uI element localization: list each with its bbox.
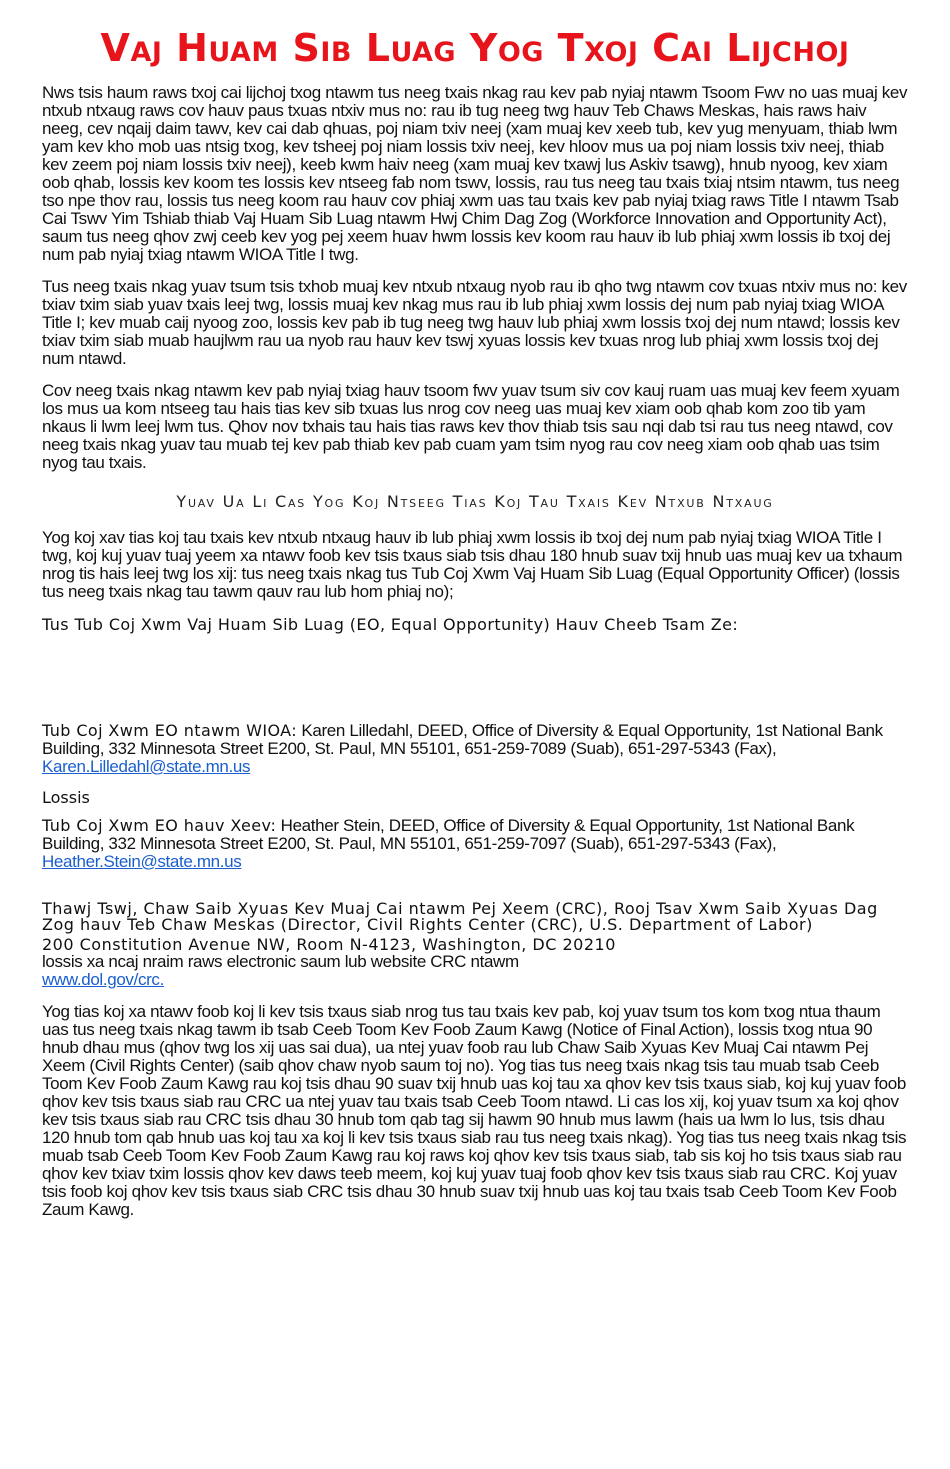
section-heading: Yuav Ua Li Cas Yog Koj Ntseeg Tias Koj Tau Txais Kev Ntxub Ntxaug: [176, 491, 774, 511]
intro-paragraph-2: Tus neeg txais nkag yuav tsum tsis txhob muaj kev ntxub ntxaug nyob rau ib qho twg ntawm cov txuas ntxiv mus no: kev txiav txim siab yuav txais leej twg, lossis muaj kev nkag mus rau ib lub phiaj xwm lossis dej num pab nyiaj txiag WIOA Title I; kev muab caij nyoog zoo, lossis kev pab ib tug neeg twg hauv lub phiaj xwm lossis txoj dej num ntawd; lossis kev txiav txim siab muab haujlwm rau ua nyob rau hauv kev tswj xyuas lossis kev txuas nrog lub phiaj xwm lossis txoj dej num ntawd.: [42, 276, 907, 368]
complaint-paragraph: Yog koj xav tias koj tau txais kev ntxub ntxaug hauv ib lub phiaj xwm lossis ib txoj dej num pab nyiaj txiag WIOA Title I twg, koj kuj yuav tuaj yeem xa ntawv foob kev tsis txaus siab tsis dhau 180 hnub suav txij hnub uas muaj kev ua txhaum nrog tis hais leej twg los xij: tus neeg txais nkag tus Tub Coj Xwm Vaj Huam Sib Luag (Equal Opportunity Officer) (lossis tus neeg txais nkag tau tawm qauv rau lub hom phiaj no);: [42, 527, 903, 601]
officer-state-details: Heather Stein, DEED, Office of Diversity & Equal Opportunity, 1st National Bank Building, 332 Minnesota Street E200, St. Paul, MN 55101, 651-259-7097 (Suab), 651-297-5343 (Fax),: [42, 815, 855, 853]
intro-paragraph-1: Nws tsis haum raws txoj cai lijchoj txog ntawm tus neeg txais nkag rau kev pab nyiaj ntawm Tsoom Fwv no uas muaj kev ntxub ntxaug raws cov hauv paus txuas ntxiv mus no: rau ib tug neeg twg hauv Teb Chaws Meskas, hais raws haiv neeg, cev nqaij daim tawv, kev cai dab qhuas, poj niam txiv neej (xam muaj kev xeeb tub, kev yug menyuam, thiab lwm yam kev kho mob uas ntsig txog, kev tsheej poj niam lossis txiv neej, kev hloov mus ua poj niam lossis txiv neej, thiab kev zeem poj niam lossis txiv neej), keeb kwm haiv neeg (xam muaj kev txawj lus Askiv tsawg), hnub nyoog, kev xiam oob qhab, lossis kev koom tes lossis kev ntseeg fab nom tswv, lossis, rau tus neeg tau txais txiaj ntsim ntawm, tus neeg tso npe thov rau, lossis tus neeg koom rau hauv cov phiaj xwm uas tau txais kev pab nyiaj txiag raws Title I ntawm Tsab Cai Tswv Yim Tshiab thiab Vaj Huam Sib Luag ntawm Hwj Chim Dag Zog (Workforce Innovation and Opportunity Act), saum tus neeg qhov zwj ceeb kev yog pej xeem huav hwm lossis kev koom rau hauv ib lub phiaj xwm lossis ib txoj dej num pab nyiaj txiag ntawm WIOA Title I twg.: [42, 82, 908, 264]
final-paragraph: Yog tias koj xa ntawv foob koj li kev tsis txaus siab nrog tus tau txais kev pab, koj yuav tsum tos kom txog ntua thaum uas tus neeg txais nkag tawm ib tsab Ceeb Toom Kev Foob Zaum Kawg (Notice of Final Action), lossis txog ntua 90 hnub dhau mus (qhov twg los xij uas sai dua), ua ntej yuav foob rau lub Chaw Saib Xyuas Kev Muaj Cai ntawm Pej Xeem (Civil Rights Center) (saib qhov chaw nyob saum toj no). Yog tias tus neeg txais nkag tsis tau muab tsab Ceeb Toom Kev Foob Zaum Kawg rau koj tsis dhau 90 suav txij hnub uas koj tau xa qhov kev tsis txaus siab, koj kuj yuav foob qhov kev tsis txaus siab rau CRC ua ntej yuav tau txais tsab Ceeb Toom ntawd. Li cas los xij, koj yuav tsum xa koj qhov kev tsis txaus siab rau CRC tsis dhau 30 hnub tom qab tag sij hawm 90 hnub mus lawm (hais ua lwm lo lus, tsis dhau 120 hnub tom qab hnub uas koj tau xa koj li kev tsis txaus siab rau tus neeg txais nkag). Yog tias tus neeg txais nkag tsis muab tsab Ceeb Toom Kev Foob Zaum Kawg rau koj raws koj qhov kev tsis txaus siab, tab sis koj ho tsis txaus siab rau qhov kev txiav txim lossis qhov kev daws teeb meem, koj kuj yuav tuaj foob qhov kev tsis txaus siab rau CRC. Koj yuav tsis foob koj qhov kev tsis txaus siab CRC tsis dhau 30 hnub suav txij hnub uas koj tau txais tsab Ceeb Toom Kev Foob Zaum Kawg.: [42, 1001, 907, 1219]
officer-wioa: [42, 722, 908, 776]
page-title: Vaj Huam Sib Luag Yog Txoj Cai Lijchoj: [100, 26, 850, 70]
intro-paragraph-3: Cov neeg txais nkag ntawm kev pab nyiaj txiag hauv tsoom fwv yuav tsum siv cov kauj ruam uas muaj kev feem xyuam los mus ua kom ntseeg tau hais tias kev sib txuas lus nrog cov neeg uas muaj kev xiam oob qhab kom zoo tib yam nkaus li lwm leej lwm tus. Qhov nov txhais tau hais tias raws kev thov thiab tsis sau nqi dab tsi rau tus neeg ntawd, cov neeg txais nkag yuav tau muab tej kev pab thiab kev pab cuam yam tsim nyog rau cov neeg xiam oob qhab uas tsim nyog tau txais.: [42, 380, 900, 472]
eo-officer-heading: Tus Tub Coj Xwm Vaj Huam Sib Luag (EO, Equal Opportunity) Hauv Cheeb Tsam Ze:: [42, 614, 739, 634]
officer-wioa-details: Karen Lilledahl, DEED, Office of Diversity & Equal Opportunity, 1st National Bank Building, 332 Minnesota Street E200, St. Paul, MN 55101, 651-259-7089 (Suab), 651-297-5343 (Fax),: [42, 720, 883, 758]
officer-wioa-email-link[interactable]: Karen.Lilledahl@state.mn.us: [42, 756, 251, 776]
crc-electronic: lossis xa ncaj nraim raws electronic saum lub website CRC ntawm: [42, 951, 519, 971]
officer-wioa-label: Tub Coj Xwm EO ntawm WIOA:: [42, 720, 298, 740]
crc-address: 200 Constitution Avenue NW, Room N-4123, Washington, DC 20210: [42, 934, 616, 954]
crc-contact-block: [42, 898, 908, 989]
officer-state-email-link[interactable]: Heather.Stein@state.mn.us: [42, 851, 242, 871]
crc-website-link[interactable]: www.dol.gov/crc.: [42, 969, 164, 989]
officer-state: [42, 817, 908, 871]
crc-director: Thawj Tswj, Chaw Saib Xyuas Kev Muaj Cai ntawm Pej Xeem (CRC), Rooj Tsav Xwm Saib Xyuas Dag Zog hauv Teb Chaw Meskas (Director, Civil Rights Center (CRC), U.S. Department of Labor): [42, 898, 878, 934]
blank-space: [42, 634, 908, 722]
officer-state-label: Tub Coj Xwm EO hauv Xeev:: [42, 815, 277, 835]
document-page: [42, 28, 908, 1233]
or-label: Lossis: [42, 787, 90, 807]
